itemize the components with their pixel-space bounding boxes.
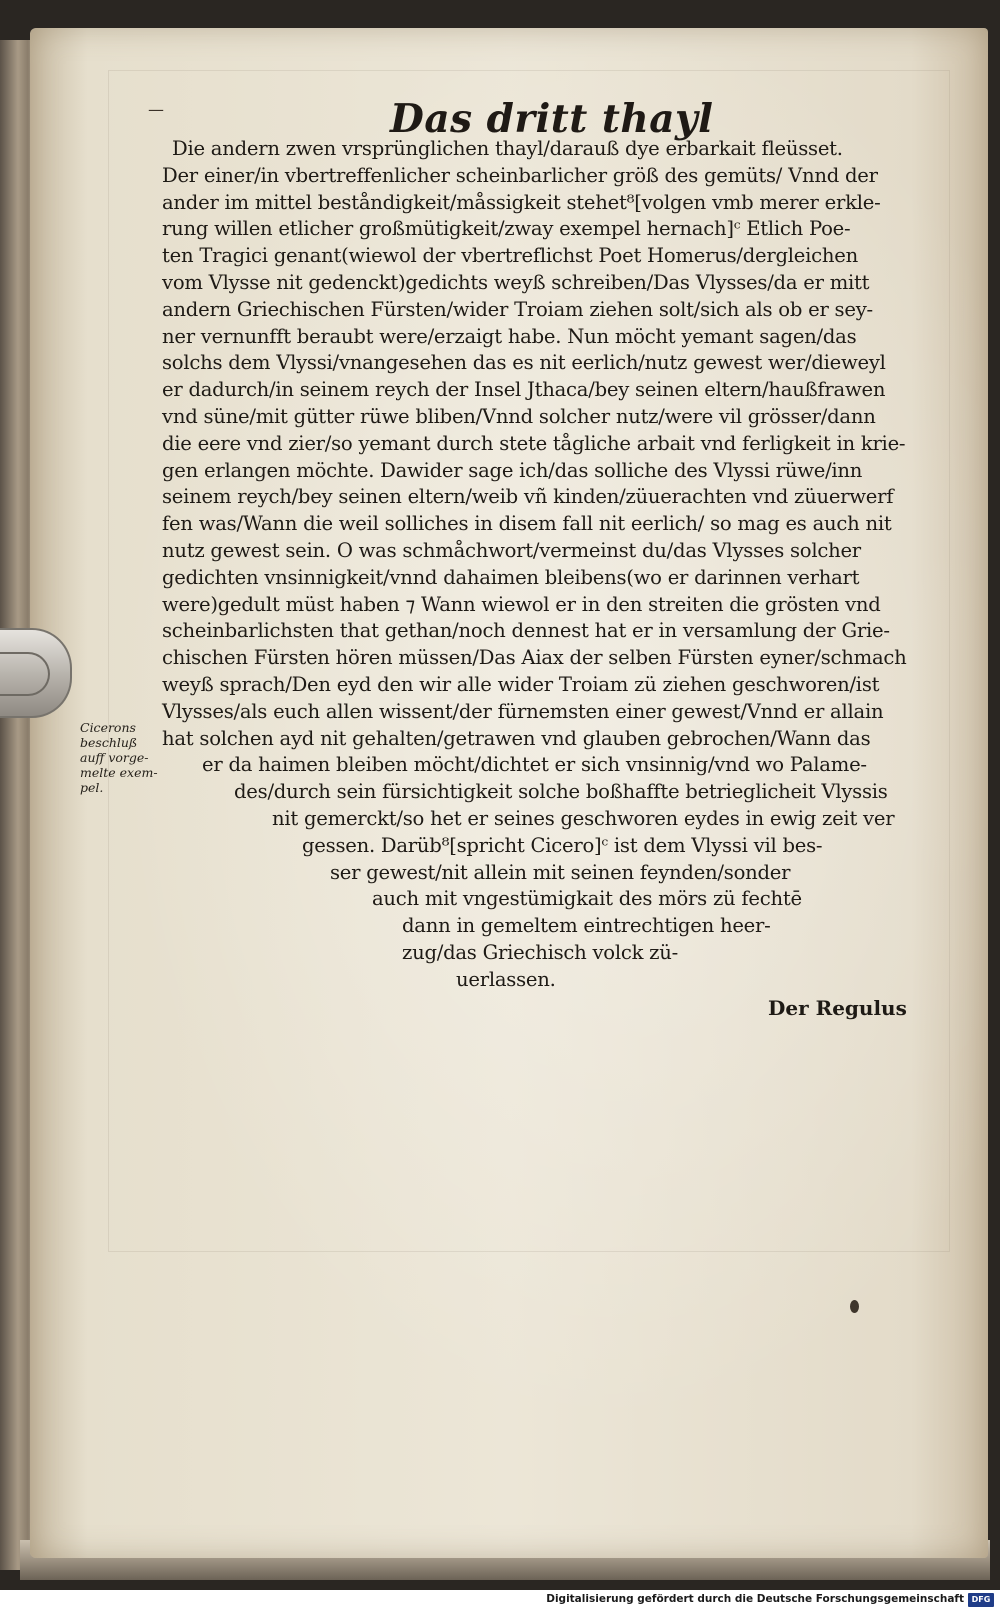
text-line: die eere vnd zier/so yemant durch stete tågliche arbait vnd ferligkeit in krie-: [162, 431, 906, 455]
text-line: vnd süne/mit gütter rüwe bliben/Vnnd solcher nutz/were vil grösser/dann: [162, 404, 876, 428]
page-clip: [0, 628, 72, 718]
text-line: zug/das Griechisch volck zü-: [402, 940, 678, 964]
text-line: scheinbarlichsten that gethan/noch dennest hat er in versamlung der Grie-: [162, 619, 890, 643]
marginal-note-line: auff vorge-: [80, 750, 149, 765]
catchword: Der Regulus: [768, 996, 907, 1020]
text-line: chischen Fürsten hören müssen/Das Aiax der selben Fürsten eyner/schmach: [162, 646, 907, 670]
text-line: andern Griechischen Fürsten/wider Troiam ziehen solt/sich als ob er sey-: [162, 297, 873, 321]
text-line: weyß sprach/Den eyd den wir alle wider Troiam zü ziehen geschworen/ist: [162, 672, 880, 696]
marginal-note-line: beschluß: [80, 735, 138, 750]
text-line: gen erlangen möchte. Dawider sage ich/das solliche des Vlyssi rüwe/inn: [162, 458, 863, 482]
ink-speck: [850, 1300, 859, 1313]
text-line: ten Tragici genant(wiewol der vbertreflichst Poet Homerus/dergleichen: [162, 244, 858, 268]
text-line: Die andern zwen vrsprünglichen thayl/darauß dye erbarkait fleüsset.: [172, 137, 843, 160]
marginal-note-line: melte exem-: [80, 765, 158, 780]
text-line: fen was/Wann die weil solliches in disem fall nit eerlich/ so mag es auch nit: [162, 512, 892, 536]
text-line: nutz gewest sein. O was schmåchwort/vermeinst du/das Vlysses solcher: [162, 538, 861, 562]
marginal-note: [80, 720, 160, 795]
body-text: [162, 136, 962, 994]
text-line: were)gedult müst haben ⁊ Wann wiewol er in den streiten die grösten vnd: [162, 592, 881, 616]
running-header: Das dritt thayl: [390, 96, 714, 142]
page-mark: —: [148, 100, 164, 119]
text-line: ner vernunfft beraubt were/erzaigt habe. Nun möcht yemant sagen/das: [162, 324, 857, 348]
text-line: nit gemerckt/so het er seines geschworen eydes in ewig zeit ver: [272, 806, 895, 830]
marginal-note-line: pel.: [80, 780, 104, 795]
marginal-note-line: Cicerons: [80, 720, 136, 735]
text-line: seinem reych/bey seinen eltern/weib vñ kinden/züuerachten vnd züuerwerf: [162, 485, 894, 509]
text-line: Der einer/in vbertreffenlicher scheinbarlicher größ des gemüts/ Vnnd der: [162, 163, 878, 187]
text-line: er dadurch/in seinem reych der Insel Jthaca/bey seinen eltern/haußfrawen: [162, 378, 886, 402]
text-line: dann in gemeltem eintrechtigen heer-: [402, 914, 771, 938]
text-line: ander im mittel beståndigkeit/måssigkeit stehet⁸[volgen vmb merer erkle-: [162, 190, 881, 214]
text-line: hat solchen ayd nit gehalten/getrawen vnd glauben gebrochen/Wann das: [162, 726, 871, 750]
funding-credit: Digitalisierung gefördert durch die Deutsche Forschungsgemeinschaft: [546, 1593, 964, 1605]
text-line: vom Vlysse nit gedenckt)gedichts weyß schreiben/Das Vlysses/da er mitt: [162, 270, 870, 294]
text-line: solchs dem Vlyssi/vnangesehen das es nit eerlich/nutz gewest wer/dieweyl: [162, 351, 886, 375]
text-line: rung willen etlicher großmütigkeit/zway exempel hernach]ᶜ Etlich Poe-: [162, 217, 851, 241]
text-line: gessen. Darüb⁸[spricht Cicero]ᶜ ist dem Vlyssi vil bes-: [302, 833, 823, 857]
text-line: uerlassen.: [456, 967, 556, 991]
text-line: er da haimen bleiben möcht/dichtet er sich vnsinnig/vnd wo Palame-: [202, 753, 867, 777]
text-line: ser gewest/nit allein mit seinen feynden/sonder: [330, 860, 791, 884]
text-line: des/durch sein fürsichtigkeit solche boßhaffte betrieglicheit Vlyssis: [234, 780, 888, 804]
footer-bar: [0, 1590, 1000, 1612]
text-line: auch mit vngestümigkait des mörs zü fechtē: [372, 887, 802, 911]
text-line: gedichten vnsinnigkeit/vnnd dahaimen bleibens(wo er darinnen verhart: [162, 565, 860, 589]
text-line: Vlysses/als euch allen wissent/der fürnemsten einer gewest/Vnnd er allain: [162, 699, 884, 723]
dfg-logo: DFG: [968, 1593, 994, 1607]
